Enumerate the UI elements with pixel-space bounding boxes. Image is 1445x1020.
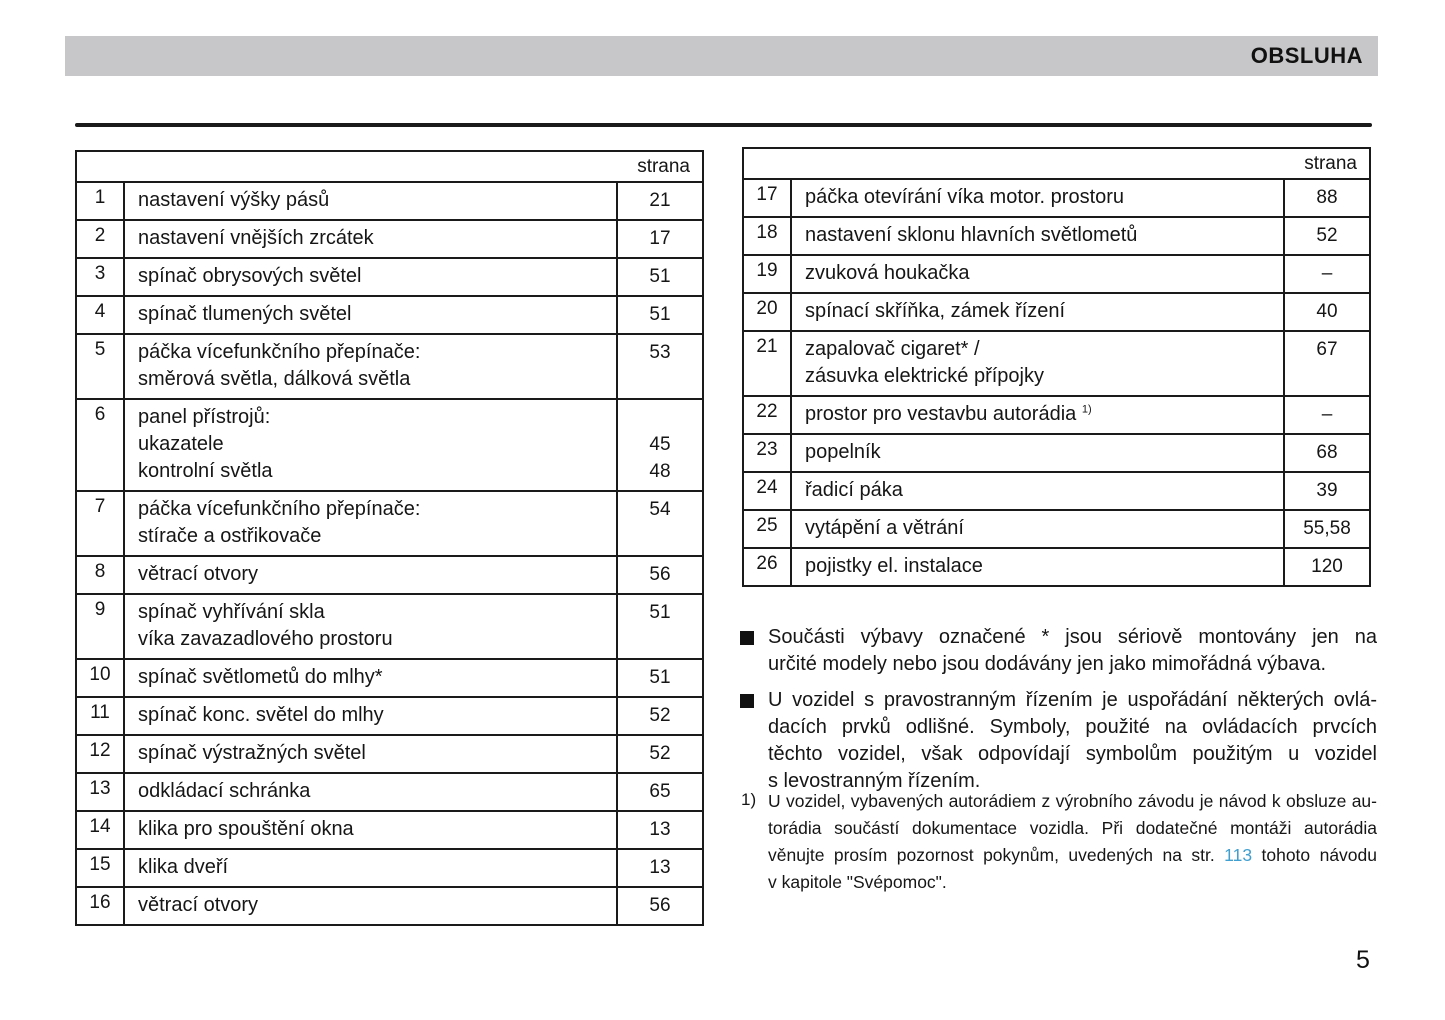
description-line: spínač vyhřívání skla (138, 601, 325, 623)
page-line: 13 (649, 819, 671, 840)
note-item (740, 687, 1377, 795)
row-number: 24 (744, 473, 792, 509)
page-line: 13 (649, 857, 671, 878)
row-description (792, 511, 1285, 547)
description-line: pojistky el. instalace (805, 555, 983, 577)
row-page-number (618, 221, 702, 257)
page-line: 40 (1316, 301, 1338, 322)
description-line: zapalovač cigaret* / (805, 338, 980, 360)
row-description (125, 888, 618, 924)
page-line: 52 (1316, 225, 1338, 246)
page-line: 21 (649, 190, 671, 211)
description-line: víka zavazadlového prostoru (138, 628, 393, 650)
description-line: spínač tlumených světel (138, 303, 352, 325)
row-number: 21 (744, 332, 792, 395)
page-line (618, 626, 702, 653)
page-line (618, 523, 702, 550)
row-description (792, 256, 1285, 292)
note-text (768, 687, 1377, 795)
footnote-ref: 1) (1081, 403, 1092, 416)
page-line: 120 (1311, 556, 1343, 577)
controls-index-table-left (75, 150, 704, 926)
row-description (792, 549, 1285, 585)
table-header-strana: strana (1304, 153, 1357, 174)
row-number: 2 (77, 221, 125, 257)
row-description (125, 183, 618, 219)
table-row (77, 181, 702, 219)
footnote-line: torádia součástí dokumentace vozidla. Při dodatečné montáži autorádia (768, 818, 1377, 838)
row-number: 20 (744, 294, 792, 330)
description-line: stírače a ostřikovače (138, 525, 322, 547)
row-page-number (618, 183, 702, 219)
page-line: 52 (649, 743, 671, 764)
description-line: spínač výstražných světel (138, 742, 366, 764)
description-line: panel přístrojů: (138, 406, 271, 428)
note-line: Součásti výbavy označené * jsou sériově montovány jen na (768, 626, 1377, 648)
description-line: vytápění a větrání (805, 517, 964, 539)
description-line: ukazatele (138, 433, 224, 455)
description-line: směrová světla, dálková světla (138, 368, 411, 390)
table-row (77, 333, 702, 398)
page-line: 65 (649, 781, 671, 802)
table-row (744, 433, 1369, 471)
note-text (768, 624, 1377, 678)
description-line: nastavení sklonu hlavních světlometů (805, 224, 1138, 246)
row-number: 22 (744, 397, 792, 433)
row-description (792, 294, 1285, 330)
page-line: 17 (649, 228, 671, 249)
note-line: U vozidel s pravostranným řízením je uspořádání některých ovlá- (768, 689, 1377, 711)
table-row (77, 398, 702, 490)
row-number: 18 (744, 218, 792, 254)
row-description (125, 850, 618, 886)
row-description (125, 698, 618, 734)
row-page-number (1285, 294, 1369, 330)
page-line: 51 (649, 602, 671, 623)
page-line: 52 (649, 705, 671, 726)
row-description (792, 218, 1285, 254)
page-line: 88 (1316, 187, 1338, 208)
table-row (77, 257, 702, 295)
table-row (77, 848, 702, 886)
row-page-number (618, 335, 702, 398)
description-line: klika dveří (138, 856, 229, 878)
description-line: nastavení výšky pásů (138, 189, 330, 211)
row-page-number (1285, 397, 1369, 433)
row-number: 9 (77, 595, 125, 658)
row-description (125, 297, 618, 333)
footnote-line: U vozidel, vybavených autorádiem z výrobního závodu je návod k obsluze au- (768, 791, 1377, 811)
table-row (77, 696, 702, 734)
page-line: 54 (649, 499, 671, 520)
page-line: 53 (649, 342, 671, 363)
row-number: 8 (77, 557, 125, 593)
row-number: 15 (77, 850, 125, 886)
table-row (744, 547, 1369, 585)
description-line: řadicí páka (805, 479, 903, 501)
table-row (744, 471, 1369, 509)
footnote (741, 788, 1377, 896)
table-row (77, 734, 702, 772)
table-row (744, 216, 1369, 254)
row-description (125, 774, 618, 810)
page-line: 51 (649, 304, 671, 325)
table-row (77, 593, 702, 658)
footnote-line: v kapitole "Svépomoc". (768, 872, 947, 892)
row-description (125, 595, 618, 658)
row-number: 16 (77, 888, 125, 924)
table-row (744, 395, 1369, 433)
row-page-number (1285, 511, 1369, 547)
row-page-number (618, 557, 702, 593)
page-line: 51 (649, 667, 671, 688)
row-page-number (618, 595, 702, 658)
row-page-number (618, 888, 702, 924)
page-line (1285, 363, 1369, 390)
square-bullet-icon (740, 631, 754, 645)
table-row (77, 219, 702, 257)
row-description (125, 259, 618, 295)
row-description (792, 332, 1285, 395)
row-description (792, 473, 1285, 509)
table-row (77, 295, 702, 333)
row-page-number (618, 297, 702, 333)
row-page-number (1285, 435, 1369, 471)
row-description (792, 397, 1285, 433)
page-reference-link[interactable]: 113 (1224, 845, 1253, 865)
description-line: spínací skříňka, zámek řízení (805, 300, 1066, 322)
row-number: 13 (77, 774, 125, 810)
page-line: 56 (649, 564, 671, 585)
footnote-marker: 1) (741, 790, 757, 809)
row-page-number (1285, 473, 1369, 509)
row-description (125, 812, 618, 848)
row-number: 14 (77, 812, 125, 848)
row-page-number (618, 259, 702, 295)
square-bullet-icon (740, 694, 754, 708)
row-description (125, 492, 618, 555)
page-line: 39 (1316, 480, 1338, 501)
table-row (77, 886, 702, 924)
page-line: 67 (1316, 339, 1338, 360)
table-row (77, 772, 702, 810)
page-line: 68 (1316, 442, 1338, 463)
row-page-number (618, 736, 702, 772)
row-description (125, 221, 618, 257)
row-description (125, 557, 618, 593)
page-line (618, 404, 702, 431)
row-number: 25 (744, 511, 792, 547)
notes-section (740, 624, 1377, 804)
description-line: spínač světlometů do mlhy* (138, 666, 383, 688)
row-number: 5 (77, 335, 125, 398)
page-line (618, 366, 702, 393)
row-page-number (618, 400, 702, 490)
row-page-number (618, 812, 702, 848)
row-page-number (1285, 256, 1369, 292)
page-line: 56 (649, 895, 671, 916)
description-line: nastavení vnějších zrcátek (138, 227, 374, 249)
table-row (744, 509, 1369, 547)
row-number: 6 (77, 400, 125, 490)
page-line: – (1321, 263, 1333, 284)
page-line: 51 (649, 266, 671, 287)
row-page-number (1285, 549, 1369, 585)
row-page-number (618, 774, 702, 810)
row-page-number (1285, 332, 1369, 395)
description-line: prostor pro vestavbu autorádia $^{1)}$ (805, 403, 1092, 425)
table-row (744, 178, 1369, 216)
row-description (125, 400, 618, 490)
description-line: spínač obrysových světel (138, 265, 362, 287)
row-description (125, 335, 618, 398)
description-line: páčka vícefunkčního přepínače: (138, 341, 421, 363)
row-number: 3 (77, 259, 125, 295)
row-number: 1 (77, 183, 125, 219)
row-page-number (618, 492, 702, 555)
row-page-number (1285, 218, 1369, 254)
table-row (77, 810, 702, 848)
section-title: OBSLUHA (1250, 43, 1363, 68)
row-page-number (618, 660, 702, 696)
table-row (744, 254, 1369, 292)
row-number: 11 (77, 698, 125, 734)
row-description (792, 180, 1285, 216)
controls-index-table-right (742, 147, 1371, 587)
row-number: 19 (744, 256, 792, 292)
note-line: dacích prvků odlišné. Symboly, použité na ovládacích prvcích (768, 716, 1377, 738)
row-page-number (618, 850, 702, 886)
page-number: 5 (1356, 946, 1370, 974)
table-row (77, 658, 702, 696)
row-number: 23 (744, 435, 792, 471)
page-line: 55,58 (1303, 518, 1351, 539)
description-line: zvuková houkačka (805, 262, 970, 284)
description-line: větrací otvory (138, 563, 259, 585)
description-line: kontrolní světla (138, 460, 273, 482)
footnote-line: věnujte prosím pozornost pokynům, uvedených na str. 113 tohoto návodu (768, 845, 1378, 865)
note-line: těchto vozidel, však odpovídají symbolům použitým u vozidel (768, 743, 1377, 765)
header-divider-rule (75, 123, 1372, 127)
note-line: určité modely nebo jsou dodávány jen jako mimořádná výbava. (768, 653, 1327, 675)
row-number: 17 (744, 180, 792, 216)
description-line: zásuvka elektrické přípojky (805, 365, 1044, 387)
section-header-bar (65, 36, 1378, 76)
row-number: 12 (77, 736, 125, 772)
table-row (77, 555, 702, 593)
row-number: 26 (744, 549, 792, 585)
row-description (125, 660, 618, 696)
row-number: 7 (77, 492, 125, 555)
row-page-number (1285, 180, 1369, 216)
description-line: větrací otvory (138, 894, 259, 916)
table-row (744, 330, 1369, 395)
description-line: páčka otevírání víka motor. prostoru (805, 186, 1125, 208)
row-number: 4 (77, 297, 125, 333)
page-line: – (1321, 404, 1333, 425)
table-row (77, 490, 702, 555)
row-description (125, 736, 618, 772)
row-page-number (618, 698, 702, 734)
page-line: 48 (649, 461, 671, 482)
description-line: páčka vícefunkčního přepínače: (138, 498, 421, 520)
description-line: odkládací schránka (138, 780, 311, 802)
page-line: 45 (649, 434, 671, 455)
footnote-text (768, 788, 1377, 896)
description-line: popelník (805, 441, 881, 463)
table-row (744, 292, 1369, 330)
table-header-strana: strana (637, 156, 690, 177)
description-line: klika pro spouštění okna (138, 818, 354, 840)
description-line: spínač konc. světel do mlhy (138, 704, 384, 726)
row-description (792, 435, 1285, 471)
note-line: s levostranným řízením. (768, 770, 981, 792)
note-item (740, 624, 1377, 678)
row-number: 10 (77, 660, 125, 696)
